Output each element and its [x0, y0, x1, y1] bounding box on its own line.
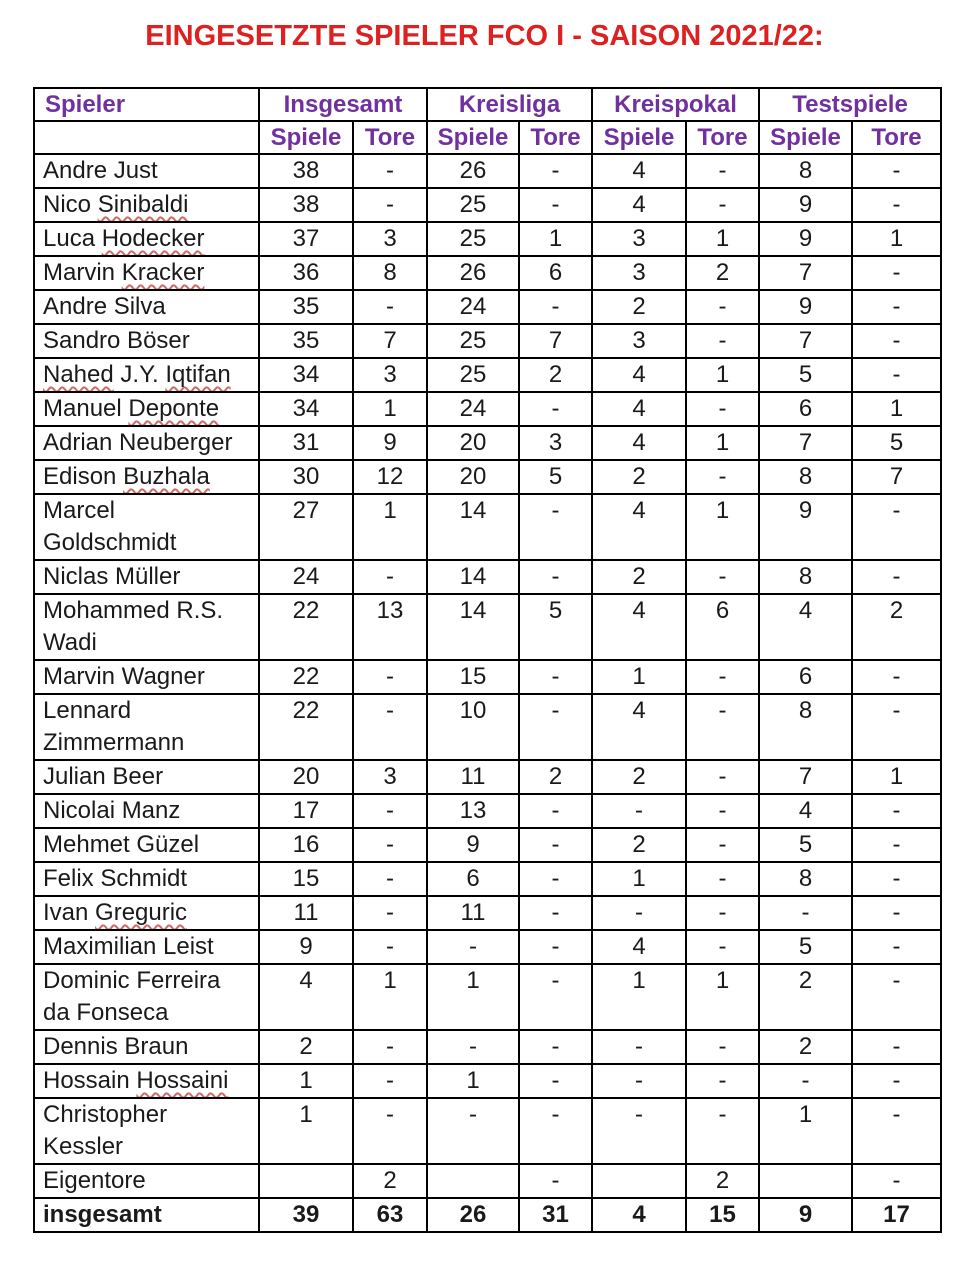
player-name: Nico Sinibaldi: [34, 188, 259, 222]
stat-cell: 7: [759, 324, 852, 358]
stat-cell: 31: [259, 426, 353, 460]
stat-cell: 20: [427, 460, 519, 494]
stat-cell: -: [852, 828, 941, 862]
stat-cell: 2: [759, 1030, 852, 1064]
player-name: Nahed J.Y. Iqtifan: [34, 358, 259, 392]
stat-cell: -: [686, 828, 759, 862]
stat-cell: 2: [353, 1164, 427, 1198]
stat-cell: 13: [427, 794, 519, 828]
stat-cell: 7: [852, 460, 941, 494]
subheader-tore: Tore: [519, 121, 592, 154]
stat-cell: 1: [592, 964, 686, 1030]
stat-cell: 4: [592, 694, 686, 760]
player-name: Felix Schmidt: [34, 862, 259, 896]
stat-cell: 8: [759, 154, 852, 188]
stat-cell: -: [519, 862, 592, 896]
player-name: Hossain Hossaini: [34, 1064, 259, 1098]
table-row: [34, 862, 941, 896]
stat-cell: 16: [259, 828, 353, 862]
stat-cell: -: [686, 154, 759, 188]
stat-cell: -: [519, 154, 592, 188]
stat-cell: 6: [759, 392, 852, 426]
stat-cell: -: [427, 930, 519, 964]
stat-cell: 1: [686, 358, 759, 392]
stat-cell: -: [519, 694, 592, 760]
total-cell: 9: [759, 1198, 852, 1232]
stat-cell: 38: [259, 154, 353, 188]
stat-cell: 27: [259, 494, 353, 560]
table-row: [34, 460, 941, 494]
stat-cell: 14: [427, 494, 519, 560]
stat-cell: -: [519, 1064, 592, 1098]
stat-cell: -: [686, 794, 759, 828]
stat-cell: 3: [353, 358, 427, 392]
group-header-testspiele: Testspiele: [759, 88, 941, 121]
total-label: insgesamt: [34, 1198, 259, 1232]
misspelling-squiggle: Sinibaldi: [97, 191, 189, 218]
stat-cell: -: [759, 1064, 852, 1098]
stat-cell: -: [353, 794, 427, 828]
table-row: [34, 694, 941, 760]
misspelling-squiggle: Deponte: [128, 395, 220, 422]
stat-cell: 3: [592, 324, 686, 358]
total-cell: 17: [852, 1198, 941, 1232]
stat-cell: 4: [592, 494, 686, 560]
stat-cell: 26: [427, 256, 519, 290]
player-name: Sandro Böser: [34, 324, 259, 358]
stat-cell: -: [427, 1098, 519, 1164]
stat-cell: 25: [427, 358, 519, 392]
stat-cell: -: [353, 188, 427, 222]
stat-cell: 9: [759, 290, 852, 324]
stat-cell: 2: [259, 1030, 353, 1064]
stat-cell: -: [592, 1030, 686, 1064]
stat-cell: -: [519, 1098, 592, 1164]
player-name: Dennis Braun: [34, 1030, 259, 1064]
stat-cell: 2: [519, 760, 592, 794]
stat-cell: 4: [759, 794, 852, 828]
stat-cell: 15: [259, 862, 353, 896]
stat-cell: 5: [759, 358, 852, 392]
stat-cell: -: [353, 828, 427, 862]
player-name: Dominic Ferreira da Fonseca: [34, 964, 259, 1030]
stat-cell: -: [592, 1098, 686, 1164]
stat-cell: 4: [592, 154, 686, 188]
stat-cell: 3: [519, 426, 592, 460]
stat-cell: -: [852, 324, 941, 358]
stat-cell: 1: [353, 964, 427, 1030]
stat-cell: -: [519, 930, 592, 964]
stat-cell: 17: [259, 794, 353, 828]
misspelling-squiggle: Nahed: [43, 361, 114, 388]
player-name: Mehmet Güzel: [34, 828, 259, 862]
stat-cell: 4: [592, 594, 686, 660]
spieler-header: Spieler: [34, 88, 259, 121]
player-table-body: [34, 154, 941, 1232]
stat-cell: 7: [759, 760, 852, 794]
stat-cell: 14: [427, 594, 519, 660]
stat-cell: -: [519, 188, 592, 222]
stat-cell: -: [686, 760, 759, 794]
player-name: Marvin Kracker: [34, 256, 259, 290]
stat-cell: 2: [592, 828, 686, 862]
stat-cell: -: [852, 1030, 941, 1064]
player-name: Ivan Greguric: [34, 896, 259, 930]
stat-cell: -: [353, 896, 427, 930]
stat-cell: 4: [759, 594, 852, 660]
table-row: [34, 154, 941, 188]
stat-cell: 11: [259, 896, 353, 930]
stat-cell: 5: [759, 930, 852, 964]
player-name: Christopher Kessler: [34, 1098, 259, 1164]
stat-cell: -: [852, 862, 941, 896]
stat-cell: -: [427, 1030, 519, 1064]
table-row: [34, 828, 941, 862]
stat-cell: 9: [353, 426, 427, 460]
player-stats-table: [33, 87, 942, 1233]
table-row: [34, 964, 941, 1030]
stat-cell: 1: [686, 964, 759, 1030]
stat-cell: -: [852, 930, 941, 964]
subheader-tore: Tore: [852, 121, 941, 154]
stat-cell: -: [353, 560, 427, 594]
player-name: Edison Buzhala: [34, 460, 259, 494]
stat-cell: 4: [592, 426, 686, 460]
stat-cell: -: [592, 896, 686, 930]
misspelling-squiggle: Iqtifan: [165, 361, 231, 388]
stat-cell: -: [852, 896, 941, 930]
player-name: Julian Beer: [34, 760, 259, 794]
stat-cell: 2: [686, 256, 759, 290]
stat-cell: 9: [427, 828, 519, 862]
stat-cell: [759, 1164, 852, 1198]
table-row: [34, 1064, 941, 1098]
stat-cell: 2: [592, 760, 686, 794]
stat-cell: 3: [353, 222, 427, 256]
stat-cell: 22: [259, 694, 353, 760]
stat-cell: 5: [519, 460, 592, 494]
stat-cell: 2: [592, 290, 686, 324]
stat-cell: 3: [592, 222, 686, 256]
group-header-kreispokal: Kreispokal: [592, 88, 759, 121]
total-cell: 26: [427, 1198, 519, 1232]
stat-cell: -: [353, 290, 427, 324]
stat-cell: -: [686, 324, 759, 358]
player-name: Maximilian Leist: [34, 930, 259, 964]
stat-cell: -: [686, 188, 759, 222]
stat-cell: 8: [759, 460, 852, 494]
stat-cell: -: [353, 154, 427, 188]
stat-cell: 38: [259, 188, 353, 222]
subheader-tore: Tore: [686, 121, 759, 154]
stat-cell: 36: [259, 256, 353, 290]
stat-cell: -: [852, 358, 941, 392]
header-row-groups: [34, 88, 941, 121]
player-name: Niclas Müller: [34, 560, 259, 594]
table-row: [34, 426, 941, 460]
stat-cell: 1: [759, 1098, 852, 1164]
table-row: [34, 1164, 941, 1198]
misspelling-squiggle: Greguric: [95, 899, 188, 926]
stat-cell: 8: [759, 560, 852, 594]
stat-cell: -: [686, 660, 759, 694]
stat-cell: 11: [427, 760, 519, 794]
stat-cell: 1: [259, 1098, 353, 1164]
subheader-spiele: Spiele: [592, 121, 686, 154]
stat-cell: -: [686, 862, 759, 896]
stat-cell: -: [519, 964, 592, 1030]
stat-cell: -: [519, 392, 592, 426]
misspelling-squiggle: Hossaini: [136, 1067, 229, 1094]
stat-cell: 7: [519, 324, 592, 358]
player-name: Adrian Neuberger: [34, 426, 259, 460]
table-row: [34, 930, 941, 964]
stat-cell: -: [519, 1164, 592, 1198]
subheader-spiele: Spiele: [259, 121, 353, 154]
misspelling-squiggle: Kracker: [121, 259, 205, 286]
stat-cell: 3: [353, 760, 427, 794]
stat-cell: 20: [259, 760, 353, 794]
stat-cell: 24: [427, 392, 519, 426]
stat-cell: 4: [592, 392, 686, 426]
stat-cell: 4: [592, 358, 686, 392]
stat-cell: -: [353, 694, 427, 760]
stat-cell: 9: [759, 222, 852, 256]
stat-cell: 2: [686, 1164, 759, 1198]
stat-cell: -: [519, 290, 592, 324]
table-row: [34, 392, 941, 426]
stat-cell: 6: [759, 660, 852, 694]
stat-cell: -: [519, 660, 592, 694]
group-header-kreisliga: Kreisliga: [427, 88, 592, 121]
stat-cell: -: [759, 896, 852, 930]
total-cell: 63: [353, 1198, 427, 1232]
stat-cell: 2: [519, 358, 592, 392]
stat-cell: 22: [259, 660, 353, 694]
stat-cell: 7: [759, 256, 852, 290]
stat-cell: -: [353, 660, 427, 694]
stat-cell: 20: [427, 426, 519, 460]
total-cell: 39: [259, 1198, 353, 1232]
stat-cell: -: [519, 560, 592, 594]
stat-cell: -: [852, 256, 941, 290]
stat-cell: 1: [686, 426, 759, 460]
stat-cell: -: [852, 1164, 941, 1198]
table-row: [34, 188, 941, 222]
stat-cell: -: [686, 392, 759, 426]
stat-cell: 5: [759, 828, 852, 862]
stat-cell: 5: [852, 426, 941, 460]
stat-cell: [259, 1164, 353, 1198]
stat-cell: 6: [686, 594, 759, 660]
table-row: [34, 324, 941, 358]
stat-cell: 30: [259, 460, 353, 494]
stat-cell: -: [519, 896, 592, 930]
stat-cell: -: [353, 862, 427, 896]
player-name: Nicolai Manz: [34, 794, 259, 828]
stat-cell: [427, 1164, 519, 1198]
stat-cell: 9: [259, 930, 353, 964]
stat-cell: -: [852, 1098, 941, 1164]
stat-cell: 8: [759, 694, 852, 760]
table-row: [34, 1030, 941, 1064]
stat-cell: -: [852, 494, 941, 560]
stat-cell: 2: [852, 594, 941, 660]
table-row: [34, 560, 941, 594]
stat-cell: 4: [592, 930, 686, 964]
stat-cell: 10: [427, 694, 519, 760]
stat-cell: 6: [519, 256, 592, 290]
stat-cell: [592, 1164, 686, 1198]
player-name: Andre Silva: [34, 290, 259, 324]
player-name: Manuel Deponte: [34, 392, 259, 426]
stat-cell: -: [686, 1064, 759, 1098]
stat-cell: -: [353, 1064, 427, 1098]
stat-cell: 4: [259, 964, 353, 1030]
stat-cell: -: [852, 694, 941, 760]
stat-cell: -: [686, 930, 759, 964]
page-title: EINGESETZTE SPIELER FCO I - SAISON 2021/22:: [145, 20, 824, 52]
stat-cell: 1: [259, 1064, 353, 1098]
table-row: [34, 794, 941, 828]
subheader-spiele: Spiele: [759, 121, 852, 154]
stat-cell: -: [686, 290, 759, 324]
table-row: [34, 222, 941, 256]
empty-corner-cell: [34, 121, 259, 154]
stat-cell: 35: [259, 324, 353, 358]
stat-cell: 2: [592, 460, 686, 494]
table-row: [34, 494, 941, 560]
table-row: [34, 256, 941, 290]
stat-cell: 9: [759, 188, 852, 222]
stat-cell: -: [519, 794, 592, 828]
subheader-spiele: Spiele: [427, 121, 519, 154]
stat-cell: 15: [427, 660, 519, 694]
stat-cell: 35: [259, 290, 353, 324]
stat-cell: -: [592, 1064, 686, 1098]
stat-cell: 1: [852, 222, 941, 256]
stat-cell: -: [353, 930, 427, 964]
stat-cell: -: [686, 1030, 759, 1064]
stat-cell: 1: [852, 760, 941, 794]
stat-cell: -: [852, 560, 941, 594]
stat-cell: -: [852, 660, 941, 694]
stat-cell: -: [852, 154, 941, 188]
stat-cell: 26: [427, 154, 519, 188]
player-name: Mohammed R.S. Wadi: [34, 594, 259, 660]
stat-cell: -: [519, 494, 592, 560]
stat-cell: 2: [592, 560, 686, 594]
stat-cell: 1: [686, 222, 759, 256]
subheader-tore: Tore: [353, 121, 427, 154]
group-header-insgesamt: Insgesamt: [259, 88, 427, 121]
stat-cell: 12: [353, 460, 427, 494]
stat-cell: 1: [427, 1064, 519, 1098]
table-row: [34, 760, 941, 794]
table-row: [34, 660, 941, 694]
stat-cell: 5: [519, 594, 592, 660]
stat-cell: -: [852, 964, 941, 1030]
stat-cell: 11: [427, 896, 519, 930]
stat-cell: -: [686, 460, 759, 494]
total-row: [34, 1198, 941, 1232]
stat-cell: 25: [427, 222, 519, 256]
stat-cell: 24: [427, 290, 519, 324]
header-row-sub: [34, 121, 941, 154]
stat-cell: 34: [259, 392, 353, 426]
total-cell: 4: [592, 1198, 686, 1232]
stat-cell: -: [519, 828, 592, 862]
stat-cell: 1: [592, 862, 686, 896]
total-cell: 31: [519, 1198, 592, 1232]
stat-cell: 1: [353, 494, 427, 560]
total-cell: 15: [686, 1198, 759, 1232]
stat-cell: 14: [427, 560, 519, 594]
stat-cell: 1: [686, 494, 759, 560]
stat-cell: 1: [427, 964, 519, 1030]
stat-cell: -: [353, 1098, 427, 1164]
stat-cell: 4: [592, 188, 686, 222]
stat-cell: 34: [259, 358, 353, 392]
stat-cell: 25: [427, 324, 519, 358]
stat-cell: -: [852, 1064, 941, 1098]
stat-cell: 25: [427, 188, 519, 222]
stat-cell: 8: [353, 256, 427, 290]
stat-cell: 6: [427, 862, 519, 896]
table-row: [34, 594, 941, 660]
player-name: Marcel Goldschmidt: [34, 494, 259, 560]
stat-cell: -: [686, 694, 759, 760]
stat-cell: -: [686, 560, 759, 594]
player-name: Lennard Zimmermann: [34, 694, 259, 760]
stat-cell: 7: [759, 426, 852, 460]
stat-cell: 7: [353, 324, 427, 358]
stat-cell: 3: [592, 256, 686, 290]
stat-cell: 9: [759, 494, 852, 560]
stat-cell: -: [852, 188, 941, 222]
stat-cell: 22: [259, 594, 353, 660]
stat-cell: 1: [353, 392, 427, 426]
stat-cell: 37: [259, 222, 353, 256]
stat-cell: 8: [759, 862, 852, 896]
stat-cell: 13: [353, 594, 427, 660]
stat-cell: -: [686, 1098, 759, 1164]
stat-cell: -: [686, 896, 759, 930]
stat-cell: 2: [759, 964, 852, 1030]
stat-cell: -: [852, 290, 941, 324]
stat-cell: -: [519, 1030, 592, 1064]
table-row: [34, 358, 941, 392]
player-name: Marvin Wagner: [34, 660, 259, 694]
misspelling-squiggle: Buzhala: [123, 463, 210, 490]
table-row: [34, 1098, 941, 1164]
misspelling-squiggle: Hodecker: [101, 225, 205, 252]
stat-cell: -: [353, 1030, 427, 1064]
player-name: Luca Hodecker: [34, 222, 259, 256]
player-name: Eigentore: [34, 1164, 259, 1198]
stat-cell: 1: [852, 392, 941, 426]
stat-cell: -: [592, 794, 686, 828]
stat-cell: -: [852, 794, 941, 828]
stat-cell: 1: [592, 660, 686, 694]
stat-cell: 1: [519, 222, 592, 256]
player-name: Andre Just: [34, 154, 259, 188]
stat-cell: 24: [259, 560, 353, 594]
table-row: [34, 290, 941, 324]
table-row: [34, 896, 941, 930]
